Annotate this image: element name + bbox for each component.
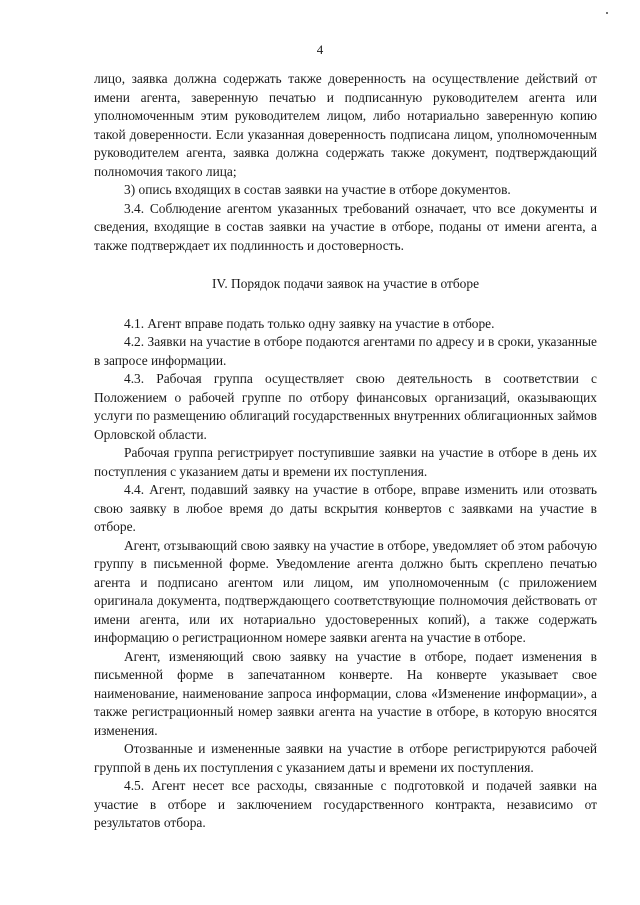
paragraph-4-4: 4.4. Агент, подавший заявку на участие в отборе, вправе изменить или отозвать свою заявку в любое время до даты вскрытия конвертов с заявками на участие в отборе. bbox=[94, 482, 597, 534]
paragraph-3-4: 3.4. Соблюдение агентом указанных требований означает, что все документы и сведения, входящие в состав заявки на участие в отборе, поданы от имени агента, а также подтверждает их подлинность и достоверность. bbox=[94, 200, 597, 253]
paragraph-changes: Агент, изменяющий свою заявку на участие в отборе, подает изменения в письменной форме в запечатанном конверте. На конверте указывает свое наименование, наименование запроса информации, слова «Изменение информации», а также регистрационный номер заявки агента на участие в отборе, в которую вносятся изменения. bbox=[94, 648, 597, 738]
paragraph-4-2: 4.2. Заявки на участие в отборе подаются агентами по адресу и в сроки, указанные в запросе информации. bbox=[94, 334, 597, 368]
scan-speck bbox=[606, 12, 608, 14]
paragraph-4-1: 4.1. Агент вправе подать только одну заявку на участие в отборе. bbox=[124, 315, 495, 331]
paragraph-4-3: 4.3. Рабочая группа осуществляет свою деятельность в соответствии с Положением о рабочей группе по отбору финансовых организаций, оказывающих услуги по размещению облигаций государственных внутренних облигационных займов Орловской области. bbox=[94, 371, 597, 442]
page-number: 4 bbox=[316, 42, 324, 57]
paragraph-withdrawal: Агент, отзывающий свою заявку на участие в отборе, уведомляет об этом рабочую группу в письменной форме. Уведомление агента должно быть скреплено печатью агента и подписано агентом или лицом, им уполномоченным (с приложением оригинала документа, подтверждающего соответствующие полномочия действовать от имени агента, или их нотариально удостоверенных копий), а также содержать информацию о регистрационном номере заявки агента на участие в отборе. bbox=[94, 537, 597, 645]
paragraph-registration: Рабочая группа регистрирует поступившие заявки на участие в отборе в день их поступления с указанием даты и времени их поступления. bbox=[94, 445, 597, 479]
document-body bbox=[94, 70, 597, 833]
paragraph-list-item-3: 3) опись входящих в состав заявки на участие в отборе документов. bbox=[124, 182, 511, 197]
paragraph-continuation: лицо, заявка должна содержать также доверенность на осуществление действий от имени агента, заверенную печатью и подписанную руководителем агента или уполномоченным этим руководителем лицом, либо нотариально заверенную копию такой доверенности. Если указанная доверенность подписана лицом, уполномоченным руководителем агента, заявка должна содержать также документ, подтверждающий полномочия такого лица; bbox=[94, 71, 597, 179]
paragraph-4-5: 4.5. Агент несет все расходы, связанные с подготовкой и подачей заявки на участие в отборе и заключением государственного контракта, независимо от результатов отбора. bbox=[94, 778, 597, 830]
paragraph-registered: Отозванные и измененные заявки на участие в отборе регистрируются рабочей группой в день их поступления с указанием даты и времени их поступления. bbox=[94, 741, 597, 775]
section-heading: IV. Порядок подачи заявок на участие в отборе bbox=[211, 276, 480, 291]
